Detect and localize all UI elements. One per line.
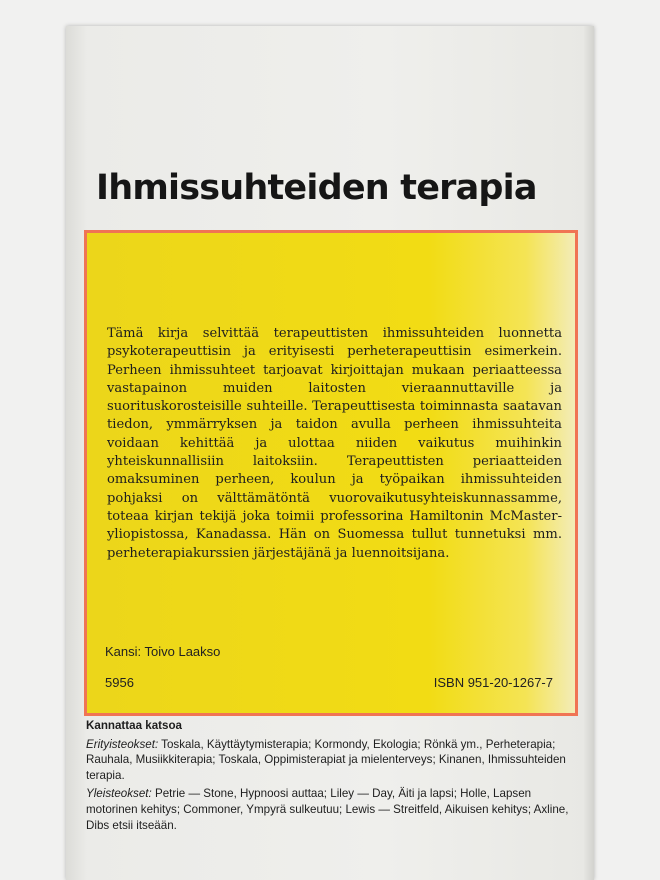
book-title: Ihmissuhteiden terapia [96,168,537,208]
special-works-label: Erityisteokset: [86,737,159,751]
general-works [86,786,582,833]
recommendations [86,718,582,836]
catalog-number: 5956 [105,675,134,690]
book-edge [584,26,594,880]
general-works-text: Petrie — Stone, Hypnoosi auttaa; Liley — Day, Äiti ja lapsi; Holle, Lapsen motorinen kehitys; Commoner, Ympyrä sulkeutuu; Lewis — Streitfeld, Aikuisen kehitys; Axline, Dibs etsii itseään. [86,787,569,832]
cover-credit: Kansi: Toivo Laakso [105,644,221,659]
special-works [86,737,582,784]
recommendations-heading: Kannattaa katsoa [86,719,183,732]
isbn: ISBN 951-20-1267-7 [433,675,553,690]
book-back-cover [66,26,594,880]
special-works-text: Toskala, Käyttäytymisterapia; Kormondy, Ekologia; Rönkä ym., Perheterapia; Rauhala, Musiikkiterapia; Toskala, Oppimisterapiat ja mielenterveys; Kinanen, Ihmissuhteiden terapia. [86,737,566,782]
description-panel [84,230,578,716]
general-works-label: Yleisteokset: [86,787,152,801]
book-description: Tämä kirja selvittää terapeuttisten ihmissuhteiden luonnetta psykoterapeuttisin ja erityisesti perheterapeuttisin esimerkein. Perheen ihmissuhteet tarjoavat kirjoittajan mukaan periaatteessa vastapainon muiden laitosten vieraannuttaville ja suorituskorosteisille suhteille. Terapeuttisesta toiminnasta saatavan tiedon, ymmärryksen ja taidon avulla perheen ihmissuhteita voidaan kehittää ja ulottaa niiden vaikutus muihinkin yhteiskunnallisiin laitoksiin. Terapeuttisten periaatteiden omaksuminen perheen, koulun ja työpaikan ihmissuhteiden pohjaksi on välttämätöntä vuorovaikutusyhteiskunnassamme, toteaa kirjan tekijä joka toimii professorina Hamiltonin McMaster-yliopistossa, Kanadassa. Hän on Suomessa tullut tunnetuksi mm. perheterapiakurssien järjestäjänä ja luennoitsijana. [107,326,562,561]
